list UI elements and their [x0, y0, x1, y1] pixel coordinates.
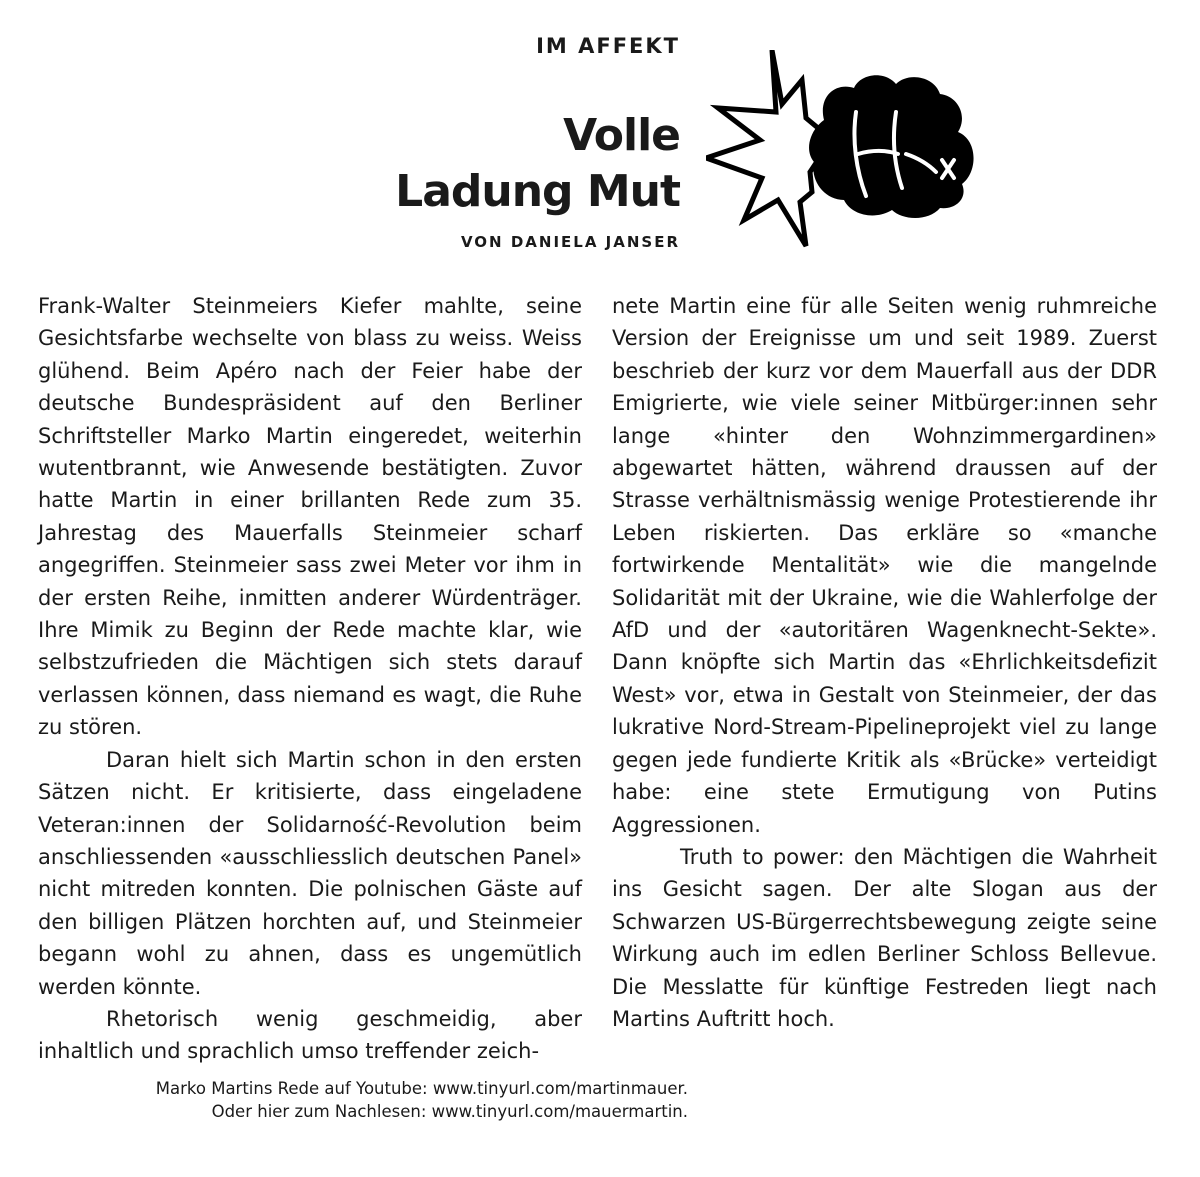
article-paragraph: Truth to power: den Mächtigen die Wahrheit ins Gesicht sagen. Der alte Slogan aus der Schwarzen US-Bürgerrechtsbewegung zeigte seine Wirkung auch im edlen Berliner Schloss Bellevue. Die Messlatte für künftige Festreden liegt nach Martins Auftritt hoch. [612, 844, 1157, 1031]
fist-punch-burst-icon [706, 50, 986, 250]
footnote [0, 1077, 688, 1123]
headline-line-1: Volle [563, 110, 680, 161]
article-column-right [612, 290, 1157, 1035]
headline [300, 108, 680, 220]
article-paragraph: Daran hielt sich Martin schon in den ersten Sätzen nicht. Er kritisierte, dass eingeladene Veteran:innen der Solidarność-Revolution beim anschliessenden «ausschliesslich deutschen Panel» nicht mitreden konnten. Die polnischen Gäste auf den billigen Plätzen horchten auf, und Steinmeier begann wohl zu ahnen, dass es ungemütlich werden könnte. [38, 747, 582, 999]
starburst-shape [706, 50, 818, 246]
article-column-left [38, 290, 582, 1068]
article-paragraph: nete Martin eine für alle Seiten wenig ruhmreiche Version der Ereignisse um und seit 1989. Zuerst beschrieb der kurz vor dem Mauerfall aus der DDR Emigrierte, wie viele seiner Mitbürger:innen sehr lange «hinter den Wohnzimmergardinen» abgewartet hätten, während draussen auf der Strasse verhältnismässig wenige Protestierende ihr Leben riskierten. Das erkläre so «manche fortwirkende Mentalität» wie die mangelnde Solidarität mit der Ukraine, wie die Wahlerfolge der AfD und der «autoritären Wagenknecht-Sekte». Dann knöpfte sich Martin das «Ehrlichkeitsdefizit West» vor, etwa in Gestalt von Steinmeier, der das lukrative Nord-Stream-Pipelineprojekt viel zu lange gegen jede fundierte Kritik als «Brücke» verteidigt habe: eine stete Ermutigung von Putins Aggressionen. [612, 294, 1157, 837]
footnote-line-youtube: Marko Martins Rede auf Youtube: www.tinyurl.com/martinmauer. [155, 1079, 688, 1098]
byline: VON DANIELA JANSER [460, 233, 680, 251]
section-kicker: IM AFFEKT [536, 34, 680, 58]
article-paragraph: Rhetorisch wenig geschmeidig, aber inhaltlich und sprachlich umso treffender zeich- [38, 1006, 582, 1064]
headline-line-2: Ladung Mut [395, 166, 680, 217]
article-paragraph: Frank-Walter Steinmeiers Kiefer mahlte, seine Gesichtsfarbe wechselte von blass zu weiss. Weiss glühend. Beim Apéro nach der Feier habe der deutsche Bundespräsident auf den Berliner Schriftsteller Marko Martin eingeredet, weiterhin wutentbrannt, wie Anwesende bestätigten. Zuvor hatte Martin in einer brillanten Rede zum 35. Jahrestag des Mauerfalls Steinmeier scharf angegriffen. Steinmeier sass zwei Meter vor ihm in der ersten Reihe, inmitten anderer Würdenträger. Ihre Mimik zu Beginn der Rede machte klar, wie selbstzufrieden die Mächtigen sich stets darauf verlassen können, dass niemand es wagt, die Ruhe zu stören. [38, 294, 582, 740]
footnote-line-transcript: Oder hier zum Nachlesen: www.tinyurl.com/mauermartin. [211, 1102, 688, 1121]
fist-shape [809, 75, 974, 218]
